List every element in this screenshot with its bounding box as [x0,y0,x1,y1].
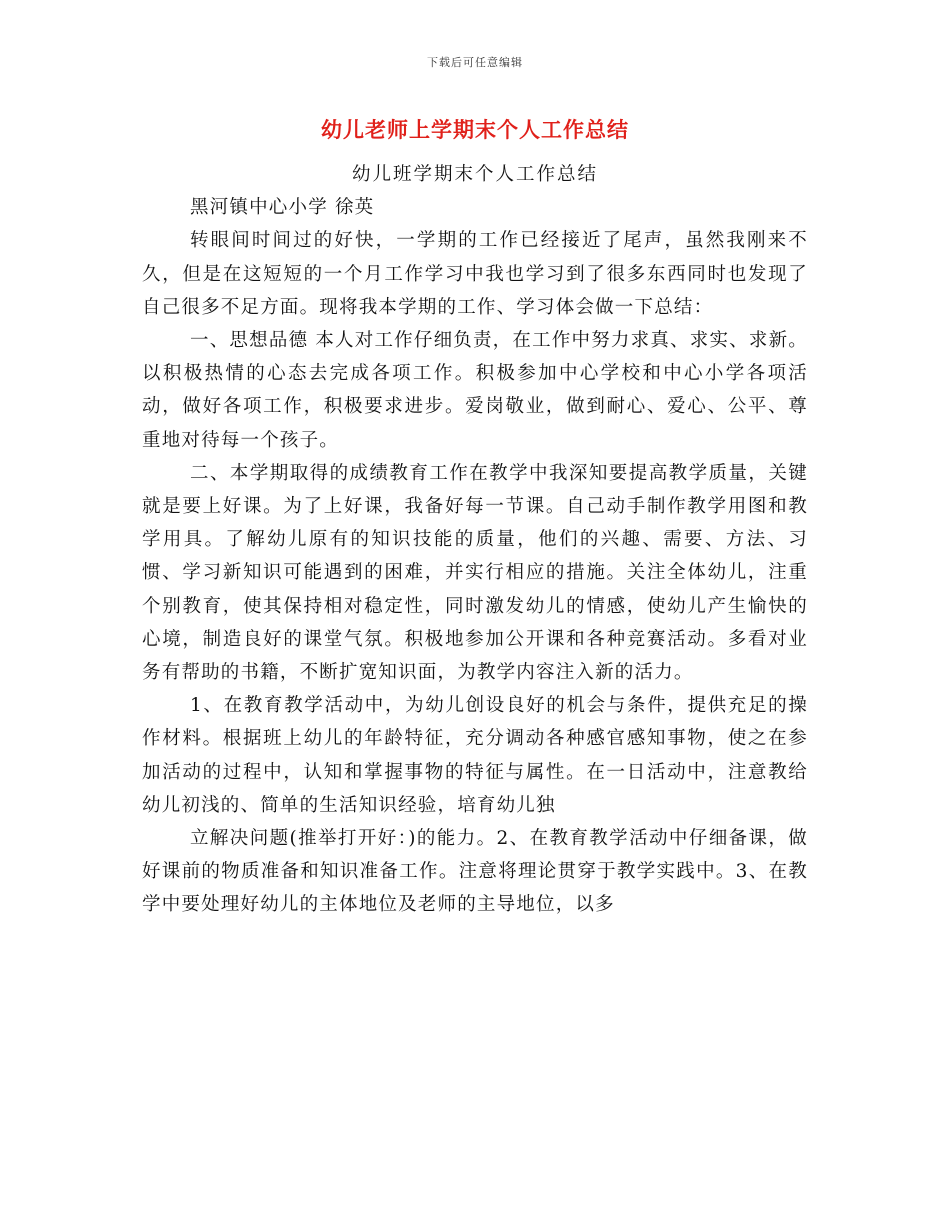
paragraph-intro: 转眼间时间过的好快，一学期的工作已经接近了尾声，虽然我刚来不久，但是在这短短的一个月工作学习中我也学习到了很多东西同时也发现了自己很多不足方面。现将我本学期的工作、学习体会做一下总结： [142,230,808,318]
paragraph-item-1: 1、在教育教学活动中，为幼儿创设良好的机会与条件，提供充足的操作材料。根据班上幼儿的年龄特征，充分调动各种感官感知事物，使之在参加活动的过程中，认知和掌握事物的特征与属性。在一日活动中，注意教给幼儿初浅的、简单的生活知识经验，培育幼儿独 [142,695,808,816]
header-note: 下载后可任意编辑 [427,56,523,69]
document-subtitle: 幼儿班学期末个人工作总结 [351,164,598,185]
paragraph-achievements: 二、本学期取得的成绩教育工作在教学中我深知要提高教学质量，关键就是要上好课。为了上好课，我备好每一节课。自己动手制作教学用图和教学用具。了解幼儿原有的知识技能的质量，他们的兴趣、需要、方法、习惯、学习新知识可能遇到的困难，并实行相应的措施。关注全体幼儿，注重个别教育，使其保持相对稳定性，同时激发幼儿的情感，使幼儿产生愉快的心境，制造良好的课堂气氛。积极地参加公开课和各种竞赛活动。多看对业务有帮助的书籍，不断扩宽知识面，为教学内容注入新的活力。 [142,462,808,684]
paragraph-ideology: 一、思想品德 本人对工作仔细负责，在工作中努力求真、求实、求新。以积极热情的心态去完成各项工作。积极参加中心学校和中心小学各项活动，做好各项工作，积极要求进步。爱岗敬业，做到耐心、爱心、公平、尊重地对待每一个孩子。 [142,330,808,451]
document-title: 幼儿老师上学期末个人工作总结 [321,117,629,142]
document-body [142,158,808,922]
author-line: 黑河镇中心小学 徐英 [190,197,375,219]
paragraph-item-2-3: 立解决问题(推举打开好：)的能力。2、在教育教学活动中仔细备课，做好课前的物质准备和知识准备工作。注意将理论贯穿于教学实践中。3、在教学中要处理好幼儿的主体地位及老师的主导地位，以多 [142,828,808,916]
